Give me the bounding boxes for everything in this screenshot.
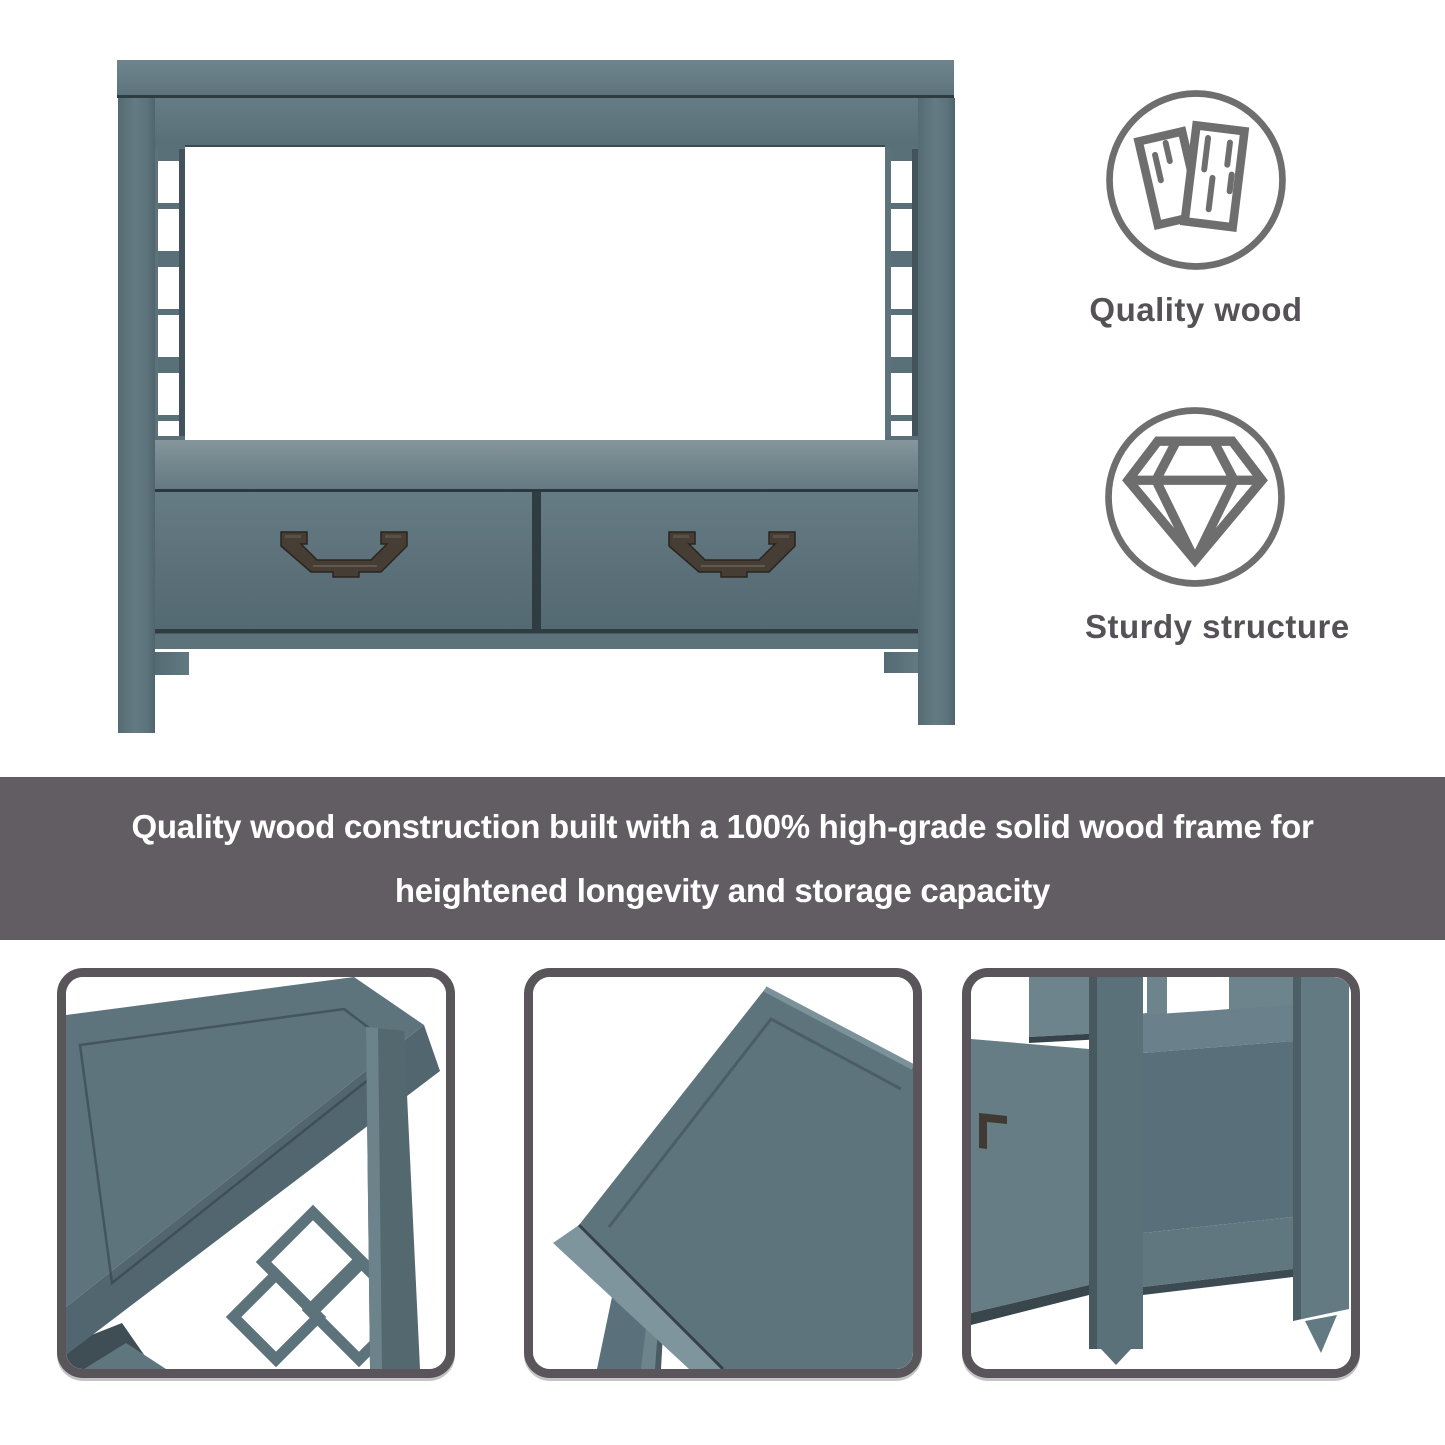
drawer-row [153, 492, 920, 629]
detail-photo-side-drawer-legs-image [971, 977, 1351, 1369]
back-foot-left [155, 652, 189, 675]
diamond-icon [1102, 404, 1288, 590]
drawer-divider [532, 492, 541, 629]
detail-photo-tabletop-edge [524, 968, 922, 1378]
drawer-cabinet [153, 440, 920, 652]
lattice-panel-right [885, 145, 918, 440]
marketing-banner [0, 777, 1445, 940]
leg-right [918, 98, 955, 725]
feature-label-sturdy-structure: Sturdy structure [1085, 608, 1350, 645]
banner-text-line2: heightened longevity and storage capacity [394, 871, 1051, 909]
detail-photo-corner-lattice [57, 968, 455, 1378]
feature-label-quality-wood: Quality wood [1089, 291, 1303, 328]
detail-photo-tabletop-edge-image [533, 977, 913, 1369]
campaign-handle-right [666, 530, 798, 578]
feature-sturdy-structure [1085, 404, 1350, 646]
detail-photo-corner-lattice-image [66, 977, 446, 1369]
feature-quality-wood [1086, 87, 1306, 329]
banner-text-line1: Quality wood construction built with a 100% high-grade solid wood frame for [131, 807, 1314, 845]
apron-rail [150, 98, 920, 147]
lattice-panel-left [152, 145, 185, 440]
bottom-rail [153, 633, 920, 649]
detail-photo-side-drawer-legs [962, 968, 1360, 1378]
tabletop [117, 60, 954, 98]
leg-left [118, 98, 155, 733]
back-foot-right [884, 652, 918, 673]
wood-planks-icon [1103, 87, 1289, 273]
shelf-surface [153, 440, 920, 492]
product-photo-console-table [110, 40, 960, 740]
campaign-handle-left [278, 530, 410, 578]
